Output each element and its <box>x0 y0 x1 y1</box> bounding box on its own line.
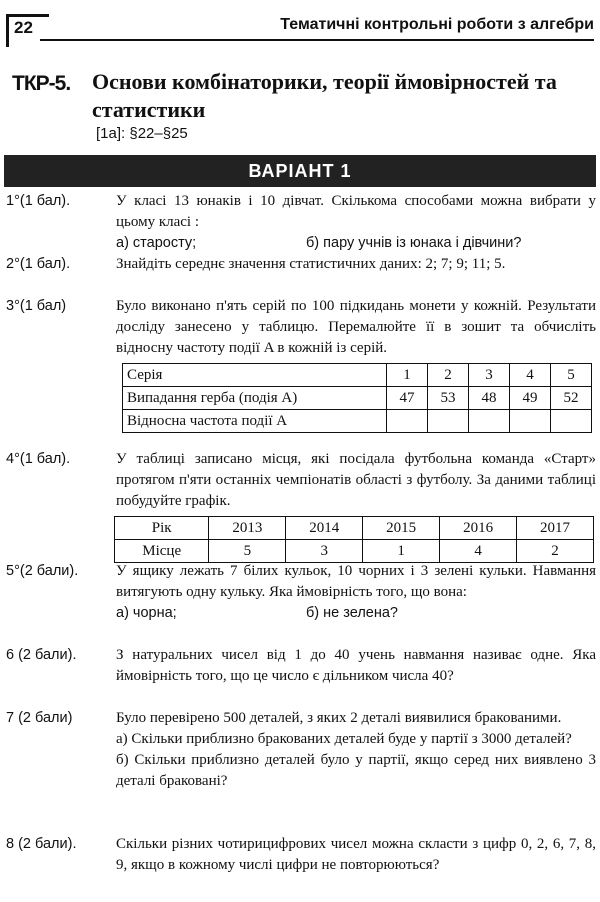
coin-toss-table <box>122 363 592 433</box>
table-cell: Відносна частота події A <box>123 410 387 433</box>
table-cell <box>387 410 428 433</box>
subtask-b: б) Скільки приблизно деталей було у партії, якщо серед них виявлено 3 деталі браковані? <box>116 752 596 789</box>
table-cell: Серія <box>123 364 387 387</box>
table-cell <box>428 410 469 433</box>
option-b: б) пару учнів із юнака і дівчини? <box>306 235 522 251</box>
table-cell: 2017 <box>517 517 594 540</box>
table-cell: 4 <box>440 540 517 563</box>
table-cell: 4 <box>510 364 551 387</box>
task-text: Було виконано п'ять серій по 100 підкидань монети у кожній. Результати досліду занесено у таблицю. Перемалюйте її в зошит та обчисліть відносну частоту події A в кожній із серій. <box>116 298 596 356</box>
task-7 <box>6 708 596 792</box>
table-cell: Місце <box>115 540 209 563</box>
table-cell: 53 <box>428 387 469 410</box>
task-text: Знайдіть середнє значення статистичних даних: 2; 7; 9; 11; 5. <box>116 256 506 272</box>
variant-banner: ВАРІАНТ 1 <box>4 155 596 187</box>
table-cell: Рік <box>115 517 209 540</box>
task-label: 6 (2 бали). <box>6 647 77 663</box>
task-label: 7 (2 бали) <box>6 710 73 726</box>
football-places-table <box>114 516 594 563</box>
table-cell: 47 <box>387 387 428 410</box>
table-cell: 2016 <box>440 517 517 540</box>
task-1 <box>6 191 596 254</box>
table-cell: 49 <box>510 387 551 410</box>
table-row <box>123 387 592 410</box>
table-cell: Випадання герба (подія A) <box>123 387 387 410</box>
task-label: 1°(1 бал). <box>6 193 71 209</box>
header-rule <box>40 39 594 41</box>
table-row <box>123 410 592 433</box>
task-text: Було перевірено 500 деталей, з яких 2 деталі виявилися бракованими. <box>116 710 562 726</box>
table-cell: 2 <box>428 364 469 387</box>
task-text: У класі 13 юнаків і 10 дівчат. Скількома способами можна вибрати у цьому класі : <box>116 193 596 230</box>
table-cell: 2 <box>517 540 594 563</box>
task-text: У ящику лежать 7 білих кульок, 10 чорних і 3 зелені кульки. Навмання витягують одну кульку. Яка ймовірність того, що вона: <box>116 563 596 600</box>
task-label: 2°(1 бал). <box>6 256 71 272</box>
option-a: а) старосту; <box>116 235 197 251</box>
task-label: 4°(1 бал). <box>6 451 71 467</box>
task-4 <box>6 449 596 563</box>
table-cell: 2014 <box>286 517 363 540</box>
option-b: б) не зелена? <box>306 605 398 621</box>
table-cell: 3 <box>286 540 363 563</box>
task-label: 5°(2 бали). <box>6 563 79 579</box>
table-row <box>115 517 594 540</box>
running-title: Тематичні контрольні роботи з алгебри <box>280 16 594 33</box>
table-cell: 3 <box>469 364 510 387</box>
task-5 <box>6 561 596 624</box>
option-a: а) чорна; <box>116 605 177 621</box>
task-text: У таблиці записано місця, які посідала футбольна команда «Старт» протягом п'яти останніх чемпіонатів області з футболу. За даними таблиці побудуйте графік. <box>116 451 596 509</box>
table-cell <box>551 410 592 433</box>
table-cell <box>469 410 510 433</box>
task-3 <box>6 296 596 433</box>
test-title: Основи комбінаторики, теорії ймовірностей та статистики <box>92 69 557 122</box>
table-cell: 1 <box>387 364 428 387</box>
page-header <box>0 0 600 44</box>
table-cell: 1 <box>363 540 440 563</box>
task-text: Скільки різних чотирицифрових чисел можна скласти з цифр 0, 2, 6, 7, 8, 9, якщо в кожному числі цифри не повторюються? <box>116 836 596 873</box>
table-cell <box>510 410 551 433</box>
table-cell: 5 <box>551 364 592 387</box>
textbook-reference: [1а]: §22–§25 <box>96 125 188 142</box>
table-cell: 48 <box>469 387 510 410</box>
page-number: 22 <box>14 18 33 37</box>
table-cell: 2013 <box>209 517 286 540</box>
table-row <box>115 540 594 563</box>
subtask-a: а) Скільки приблизно бракованих деталей буде у партії з 3000 деталей? <box>116 731 572 747</box>
task-8 <box>6 834 596 876</box>
task-2 <box>6 254 596 275</box>
table-row <box>123 364 592 387</box>
table-cell: 5 <box>209 540 286 563</box>
table-cell: 52 <box>551 387 592 410</box>
task-label: 8 (2 бали). <box>6 836 77 852</box>
task-label: 3°(1 бал) <box>6 298 67 314</box>
task-6 <box>6 645 596 687</box>
table-cell: 2015 <box>363 517 440 540</box>
task-text: З натуральних чисел від 1 до 40 учень навмання називає одне. Яка ймовірність того, що це число є дільником числа 40? <box>116 647 596 684</box>
test-code: ТКР-5. <box>12 72 71 95</box>
